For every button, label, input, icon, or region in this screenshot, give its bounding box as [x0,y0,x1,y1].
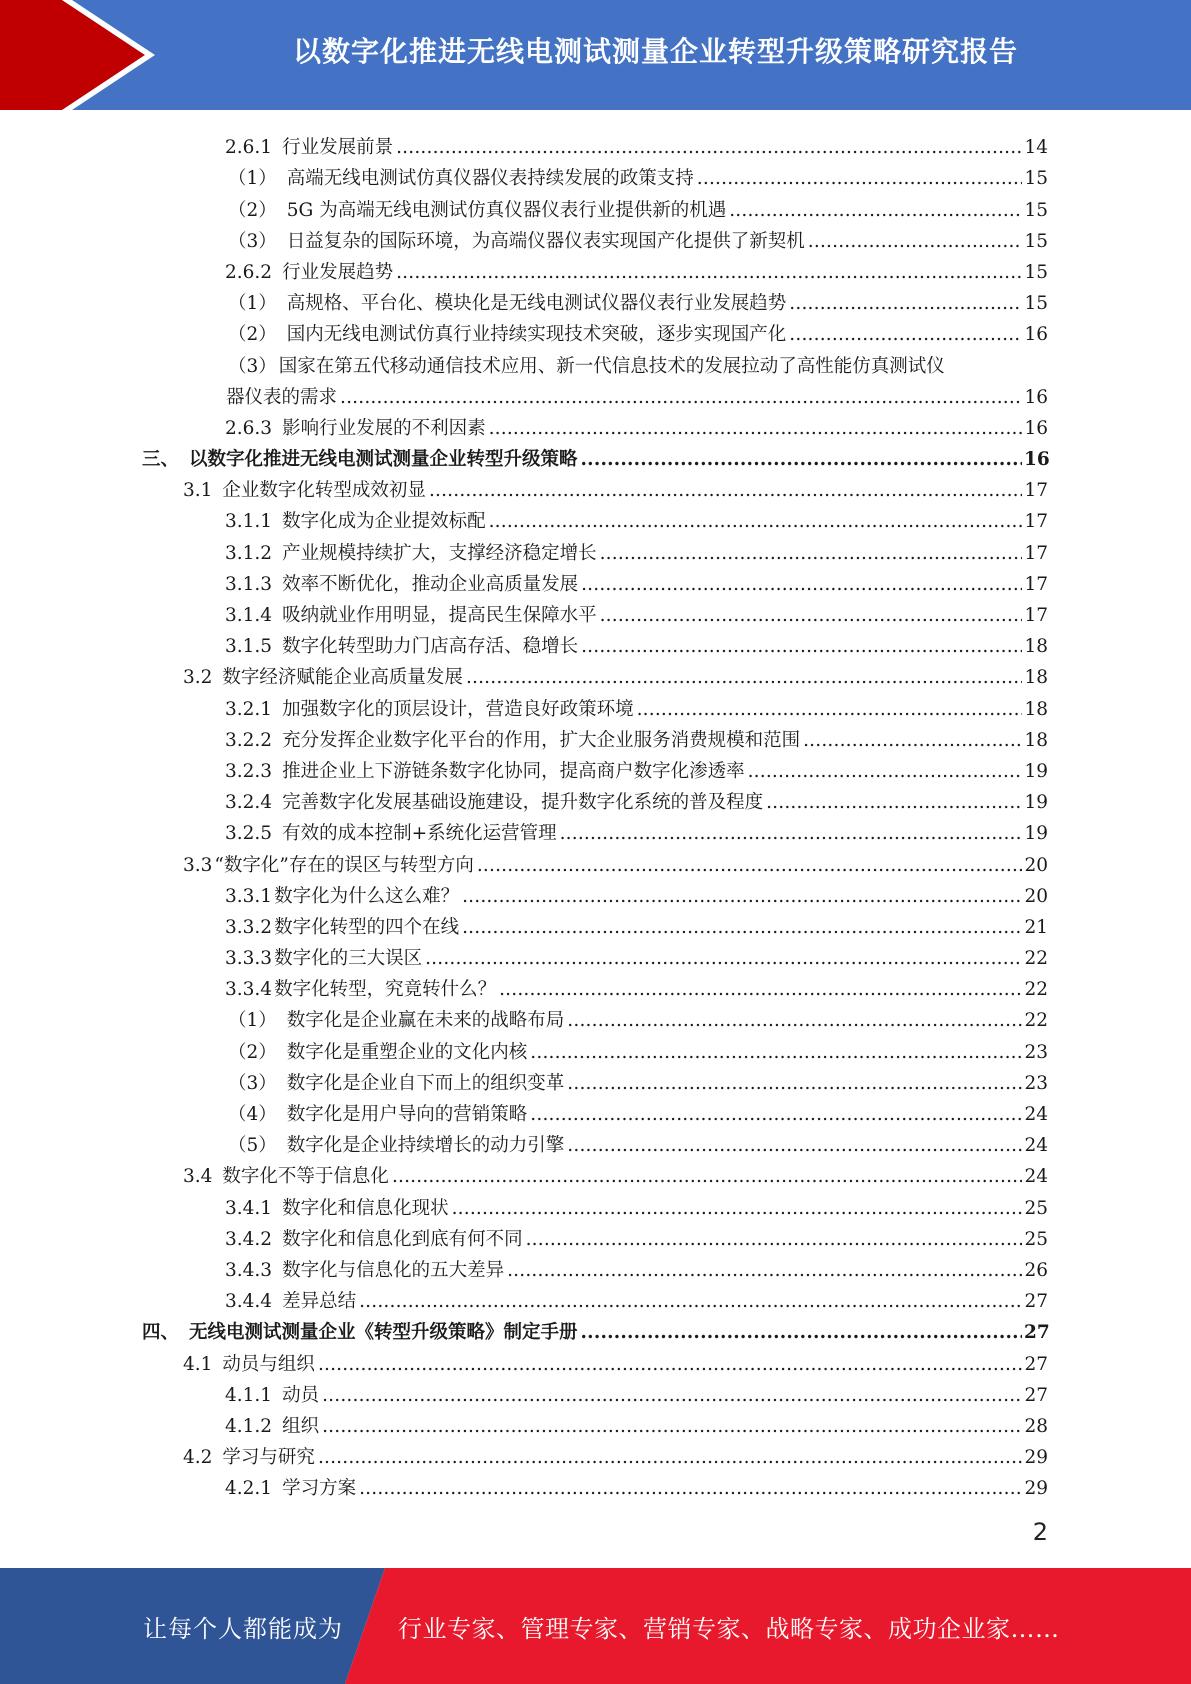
toc-entry-page: 14 [1024,137,1048,159]
toc-entry-number: 3.3 [183,854,213,876]
toc-entry[interactable] [0,315,1191,346]
toc-entry-number: 3.1.1 [225,511,273,533]
toc-entry-number: 4.1.2 [225,1415,273,1437]
toc-entry-number: 3.2.2 [225,729,273,751]
toc-entry-page: 24 [1024,1166,1048,1188]
toc-entry-number: 3.4.4 [225,1291,273,1313]
toc-dot-leader [803,730,1022,752]
toc-dot-leader [462,917,1022,939]
toc-entry-page: 26 [1024,1259,1048,1281]
toc-entry-page: 15 [1024,230,1048,252]
toc-entry-number: 4.1 [183,1353,213,1375]
toc-entry[interactable] [0,596,1191,627]
toc-entry-title: 差异总结 [282,1291,357,1313]
toc-dot-leader [581,1322,1022,1344]
toc-entry-page: 15 [1024,261,1048,283]
toc-entry[interactable] [0,1032,1191,1063]
toc-entry-number: 3.1.2 [225,542,273,564]
toc-dot-leader [477,855,1022,877]
toc-dot-leader [318,1447,1022,1469]
toc-dot-leader [396,137,1022,159]
toc-entry[interactable] [0,783,1191,814]
toc-entry-title: 推进企业上下游链条数字化协同，提高商户数字化渗透率 [282,760,745,782]
toc-dot-leader [567,1010,1022,1032]
toc-entry[interactable] [0,1157,1191,1188]
toc-entry[interactable] [0,1344,1191,1375]
toc-dot-leader [581,574,1022,596]
toc-entry-number: 3.1.5 [225,636,273,658]
toc-entry-title: 数字化转型的四个在线 [274,916,460,938]
toc-dot-leader [507,1260,1022,1282]
table-of-contents [0,128,1191,1500]
toc-entry-title: 数字化不等于信息化 [222,1166,389,1188]
toc-entry-number: 3.4 [183,1166,213,1188]
toc-entry-number: 三、 [142,449,180,471]
toc-entry-title: 动员 [282,1384,320,1406]
toc-entry[interactable] [0,190,1191,221]
toc-entry[interactable] [0,627,1191,658]
toc-dot-leader [637,699,1022,721]
toc-entry[interactable] [0,1188,1191,1219]
toc-entry-title: 国内无线电测试仿真行业持续实现技术突破，逐步实现国产化 [286,324,787,346]
toc-dot-leader [499,979,1022,1001]
toc-dot-leader [396,262,1022,284]
toc-dot-leader [789,293,1022,315]
toc-entry-page: 27 [1024,1353,1048,1375]
toc-entry-number: （1） [228,293,277,315]
toc-entry-title: 以数字化推进无线电测试测量企业转型升级策略 [189,449,578,471]
toc-entry[interactable] [0,908,1191,939]
toc-entry-title: 效率不断优化，推动企业高质量发展 [282,573,579,595]
toc-entry-page: 21 [1024,916,1048,938]
toc-entry-title: 高规格、平台化、模块化是无线电测试仪器仪表行业发展趋势 [286,293,787,315]
toc-entry[interactable] [0,970,1191,1001]
toc-entry-title: 影响行业发展的不利因素 [282,417,486,439]
toc-entry[interactable] [0,721,1191,752]
toc-entry[interactable] [0,440,1191,471]
toc-entry-number: 3.2.1 [225,698,273,720]
toc-entry-page: 20 [1024,854,1048,876]
toc-entry-title: 数字化是企业自下而上的组织变革 [286,1072,565,1094]
toc-entry-page: 24 [1024,1135,1048,1157]
toc-entry[interactable] [0,253,1191,284]
toc-dot-leader [322,1416,1022,1438]
page-footer [0,1568,1191,1684]
toc-entry-title: 组织 [282,1415,320,1437]
toc-entry-number: 2.6.1 [225,137,273,159]
toc-dot-leader [359,1291,1022,1313]
toc-entry[interactable] [0,1376,1191,1407]
toc-entry-number: 3.3.4 [225,979,273,1001]
toc-entry[interactable] [0,658,1191,689]
toc-entry-number: 3.3.2 [225,916,273,938]
toc-entry-page: 19 [1024,760,1048,782]
toc-dot-leader [392,1166,1022,1188]
toc-entry-number: 3.3.1 [225,885,273,907]
toc-dot-leader [466,667,1022,689]
toc-entry-title: 学习方案 [282,1478,357,1500]
toc-entry-page: 16 [1024,417,1048,439]
toc-entry-page: 25 [1024,1197,1048,1219]
toc-entry-page: 25 [1024,1228,1048,1250]
toc-entry-number: 3.1.3 [225,573,273,595]
toc-dot-leader [526,1229,1022,1251]
toc-entry[interactable] [0,471,1191,502]
toc-entry-title: 企业数字化转型成效初显 [222,480,426,502]
page-number: 2 [1032,1518,1048,1546]
toc-dot-leader [789,324,1022,346]
toc-entry-page: 15 [1024,199,1048,221]
toc-entry[interactable] [0,1251,1191,1282]
toc-dot-leader [567,1135,1022,1157]
page-header [0,0,1191,110]
toc-entry[interactable] [0,814,1191,845]
toc-entry-number: 3.4.1 [225,1197,273,1219]
toc-entry-page: 18 [1024,729,1048,751]
toc-entry-number: （1） [228,1010,277,1032]
toc-entry-number: 四、 [142,1322,180,1344]
toc-entry-page: 29 [1024,1478,1048,1500]
toc-entry-title: 加强数字化的顶层设计，营造良好政策环境 [282,698,634,720]
toc-dot-leader [560,823,1022,845]
toc-dot-leader [489,511,1022,533]
toc-entry-title: 日益复杂的国际环境，为高端仪器仪表实现国产化提供了新契机 [286,230,805,252]
toc-entry-page: 29 [1024,1447,1048,1469]
toc-entry-page: 16 [1024,449,1050,471]
toc-entry-page: 22 [1024,1010,1048,1032]
toc-entry-number: 3.4.3 [225,1259,273,1281]
toc-entry-title: 学习与研究 [222,1447,315,1469]
toc-entry-page: 24 [1024,1104,1048,1125]
toc-entry-page: 16 [1024,386,1048,408]
toc-dot-leader [340,387,1022,409]
toc-entry-page: 17 [1024,542,1048,564]
toc-entry-page: 15 [1024,293,1048,315]
toc-entry[interactable] [0,284,1191,315]
toc-entry-number: 3.2 [183,667,213,689]
toc-entry[interactable] [0,222,1191,253]
toc-entry[interactable] [0,845,1191,876]
toc-entry-number: 2.6.2 [225,261,273,283]
toc-entry-title: 吸纳就业作用明显，提高民生保障水平 [282,605,597,626]
toc-entry-title: 数字化转型，究竟转什么？ [274,979,497,1001]
toc-dot-leader [766,792,1022,814]
toc-entry-page: 18 [1024,667,1048,689]
toc-entry[interactable] [0,378,1191,409]
toc-dot-leader [567,1073,1022,1095]
toc-entry-number: 3.1.4 [225,605,273,626]
toc-entry[interactable] [0,752,1191,783]
toc-entry-number: 4.2 [183,1447,213,1469]
toc-entry-number: （3） [228,355,277,377]
toc-entry-title: 动员与组织 [222,1353,315,1375]
toc-entry-number: 2.6.3 [225,417,273,439]
toc-entry[interactable] [0,1001,1191,1032]
toc-entry-page: 17 [1024,605,1048,626]
toc-entry-page: 22 [1024,979,1048,1001]
toc-entry-number: 3.1 [183,480,213,502]
toc-entry-page: 22 [1024,948,1048,970]
toc-entry-number: 3.2.5 [225,823,273,845]
toc-entry[interactable] [0,565,1191,596]
toc-dot-leader [322,1385,1022,1407]
toc-entry-page: 27 [1024,1291,1048,1313]
toc-dot-leader [429,480,1022,502]
toc-entry[interactable] [0,128,1191,159]
toc-dot-leader [581,449,1022,471]
toc-entry-number: （2） [228,1041,277,1063]
toc-entry-number: （2） [228,199,277,221]
toc-entry-title: 5G 为高端无线电测试仿真仪器仪表行业提供新的机遇 [286,199,727,221]
toc-entry-title: 高端无线电测试仿真仪器仪表持续发展的政策支持 [286,168,694,190]
toc-entry-title: 数字化是用户导向的营销策略 [286,1104,528,1125]
toc-entry[interactable] [0,502,1191,533]
toc-entry-title: 器仪表的需求 [226,386,338,408]
toc-entry-page: 18 [1024,698,1048,720]
toc-entry-title: 数字化成为企业提效标配 [282,511,486,533]
toc-dot-leader [359,1478,1022,1500]
toc-entry-title: “数字化”存在的误区与转型方向 [214,854,474,876]
toc-dot-leader [452,1198,1022,1220]
toc-dot-leader [808,231,1022,253]
toc-dot-leader [425,948,1022,970]
toc-entry-page: 19 [1024,792,1048,814]
toc-entry[interactable] [0,689,1191,720]
toc-entry-page: 16 [1024,324,1048,346]
toc-entry[interactable] [0,1313,1191,1344]
toc-entry-page: 18 [1024,636,1048,658]
toc-entry-number: （3） [228,230,277,252]
toc-entry[interactable] [0,159,1191,190]
report-title: 以数字化推进无线电测试测量企业转型升级策略研究报告 [292,35,1018,68]
toc-entry-page: 23 [1024,1041,1048,1063]
toc-dot-leader [462,886,1022,908]
toc-dot-leader [600,605,1022,627]
toc-entry-title: 充分发挥企业数字化平台的作用，扩大企业服务消费规模和范围 [282,729,801,751]
toc-entry[interactable] [0,1095,1191,1126]
toc-entry-number: 3.3.3 [225,948,273,970]
toc-entry-title: 数字化为什么这么难？ [274,885,460,907]
toc-entry-number: （4） [228,1104,277,1125]
toc-entry-number: （5） [228,1135,277,1157]
toc-entry-title: 有效的成本控制+系统化运营管理 [282,823,557,845]
toc-entry[interactable] [0,939,1191,970]
toc-entry-page: 27 [1024,1322,1050,1344]
toc-dot-leader [748,761,1022,783]
toc-entry-page: 27 [1024,1384,1048,1406]
toc-entry-title: 无线电测试测量企业《转型升级策略》制定手册 [189,1322,578,1344]
toc-entry-page: 23 [1024,1072,1048,1094]
toc-entry[interactable] [0,1126,1191,1157]
toc-entry-title: 数字化转型助力门店高存活、稳增长 [282,636,579,658]
toc-entry-number: 4.2.1 [225,1478,273,1500]
toc-entry-title: 行业发展前景 [282,137,394,159]
toc-entry[interactable] [0,1469,1191,1500]
toc-entry-page: 15 [1024,168,1048,190]
toc-entry-number: 3.2.4 [225,792,273,814]
chevron-decoration-icon [0,0,170,110]
toc-entry-title: 完善数字化发展基础设施建设，提升数字化系统的普及程度 [282,792,764,814]
toc-entry-number: （2） [228,324,277,346]
toc-entry-title: 数字化是企业持续增长的动力引擎 [286,1135,565,1157]
toc-entry-page: 17 [1024,480,1048,502]
toc-entry[interactable] [0,1438,1191,1469]
toc-entry-number: （3） [228,1072,277,1094]
toc-entry[interactable] [0,409,1191,440]
toc-entry-number: 3.4.2 [225,1228,273,1250]
footer-slogan-left: 让每个人都能成为 [143,1614,343,1643]
toc-dot-leader [530,1042,1022,1064]
toc-entry-number: （1） [228,168,277,190]
toc-dot-leader [729,200,1022,222]
toc-entry-page: 20 [1024,885,1048,907]
toc-entry-title: 国家在第五代移动通信技术应用、新一代信息技术的发展拉动了高性能仿真测试仪 [278,355,945,377]
toc-entry-title: 数字化与信息化的五大差异 [282,1259,505,1281]
toc-entry[interactable] [0,1220,1191,1251]
toc-dot-leader [318,1354,1022,1376]
toc-dot-leader [600,543,1022,565]
toc-entry-title: 数字化的三大误区 [274,948,423,970]
toc-entry-title: 数字化是重塑企业的文化内核 [286,1041,528,1063]
toc-entry-page: 19 [1024,823,1048,845]
toc-entry-title: 数字经济赋能企业高质量发展 [222,667,463,689]
toc-entry-number: 4.1.1 [225,1384,273,1406]
toc-entry-title: 产业规模持续扩大，支撑经济稳定增长 [282,542,597,564]
toc-entry-title: 数字化和信息化到底有何不同 [282,1228,523,1250]
toc-entry[interactable] [0,533,1191,564]
toc-entry-page: 17 [1024,573,1048,595]
toc-entry-title: 行业发展趋势 [282,261,394,283]
toc-dot-leader [581,636,1022,658]
toc-entry[interactable] [0,1407,1191,1438]
footer-slogan-right: 行业专家、管理专家、营销专家、战略专家、成功企业家…… [398,1614,1060,1643]
toc-entry-number: 3.2.3 [225,760,273,782]
toc-entry[interactable] [0,346,1191,377]
toc-entry[interactable] [0,877,1191,908]
toc-dot-leader [697,168,1022,190]
toc-entry[interactable] [0,1282,1191,1313]
toc-entry-title: 数字化和信息化现状 [282,1197,449,1219]
toc-entry-page: 28 [1024,1415,1048,1437]
toc-entry-page: 17 [1024,511,1048,533]
toc-dot-leader [489,418,1022,440]
toc-entry[interactable] [0,1064,1191,1095]
toc-entry-title: 数字化是企业赢在未来的战略布局 [286,1010,565,1032]
toc-dot-leader [530,1104,1022,1126]
